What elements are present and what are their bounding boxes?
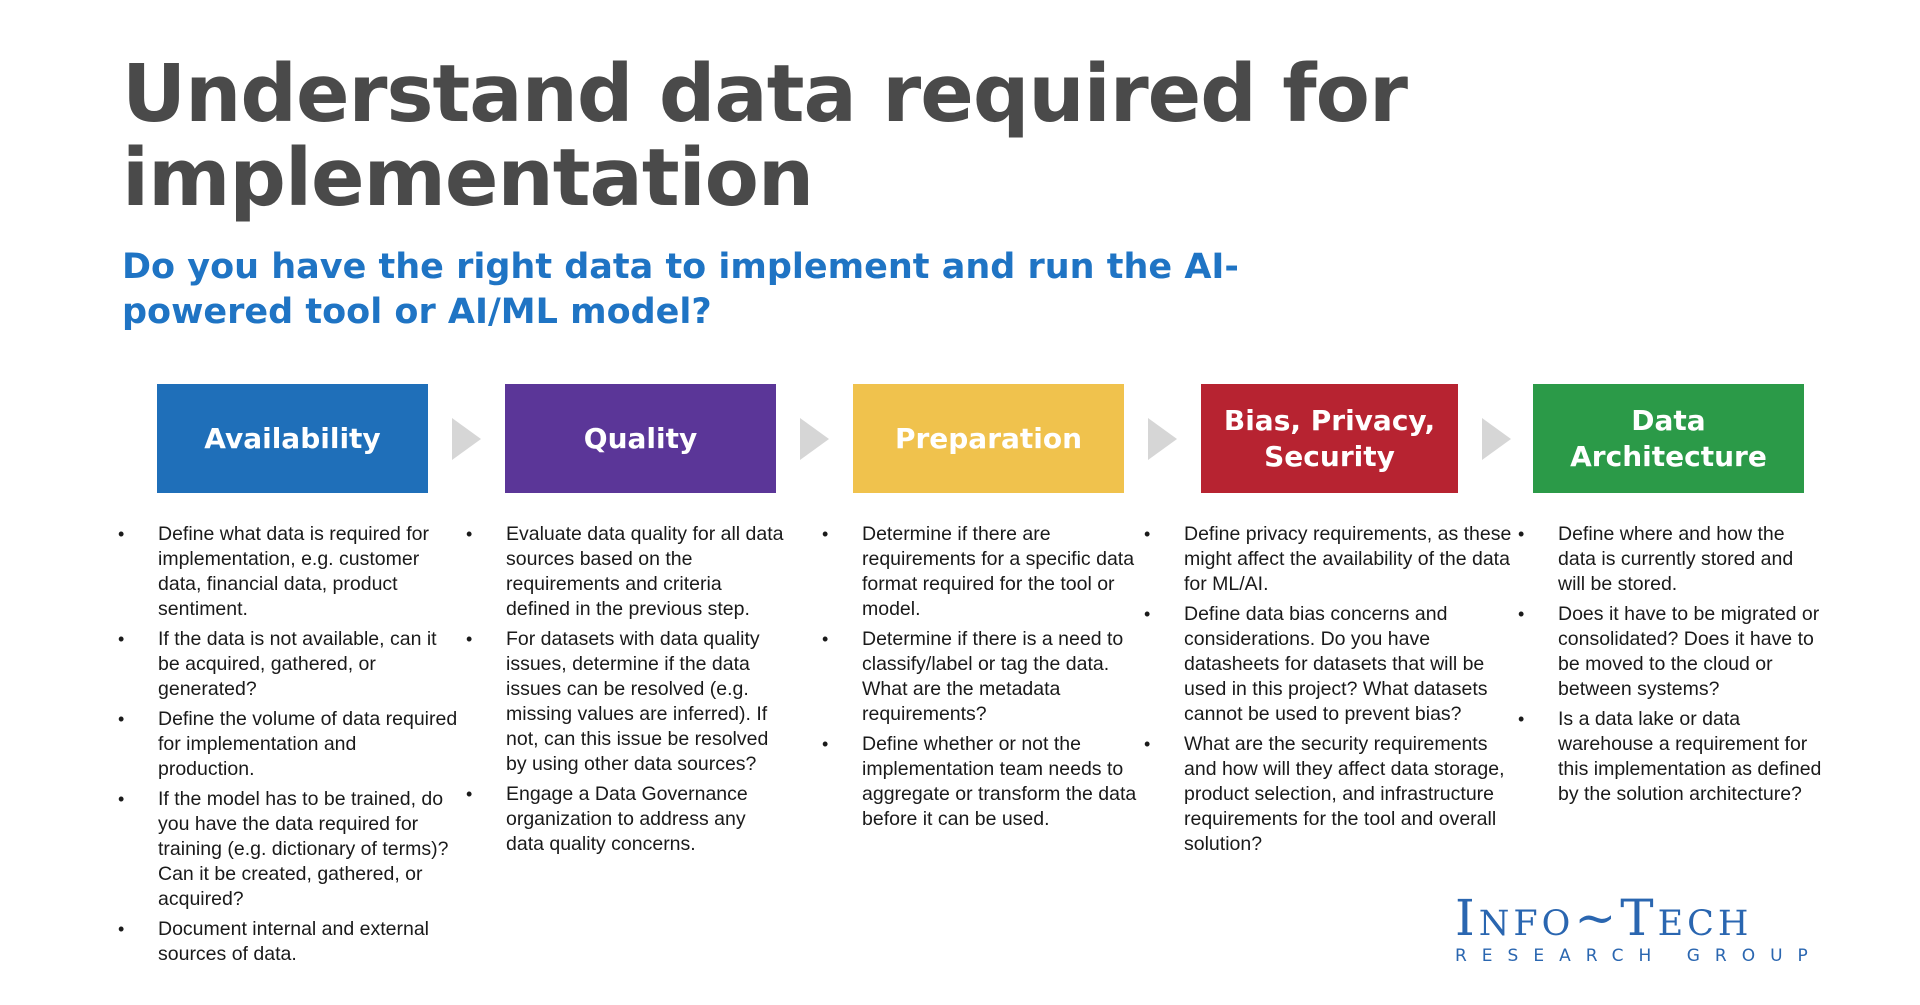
list-item: • Define where and how the data is currently stored and will be stored.	[1518, 522, 1823, 597]
list-item: • Evaluate data quality for all data sources based on the requirements and criteria defined in the previous step.	[466, 522, 786, 622]
step-preparation	[853, 384, 1124, 493]
list-item: • Define the volume of data required for implementation and production.	[118, 707, 458, 782]
step-data-architecture	[1533, 384, 1804, 493]
bullet-list-quality	[466, 522, 786, 862]
info-tech-logo	[1455, 890, 1825, 966]
step-label: Bias, Privacy, Security	[1223, 403, 1436, 473]
list-item: • If the data is not available, can it be acquired, gathered, or generated?	[118, 627, 458, 702]
step-availability	[157, 384, 428, 493]
step-label: Preparation	[894, 421, 1083, 455]
list-item: • For datasets with data quality issues, determine if the data issues can be resolved (e.g. missing values are inferred). If not, can this issue be resolved by using other data sources?	[466, 627, 786, 777]
bullet-list-bias-privacy-security	[1144, 522, 1514, 862]
step-quality	[505, 384, 776, 493]
logo-wordmark: Info~Tech	[1455, 889, 1753, 947]
list-item: • If the model has to be trained, do you have the data required for training (e.g. dictionary of terms)? Can it be created, gathered, or acquired?	[118, 787, 458, 912]
list-item: • Define privacy requirements, as these might affect the availability of the data for ML/AI.	[1144, 522, 1514, 597]
logo-tagline: RESEARCH GROUP	[1455, 946, 1823, 966]
list-item: • What are the security requirements and how will they affect data storage, product selection, and infrastructure requirements for the tool and overall solution?	[1144, 732, 1514, 857]
step-label: Data Architecture	[1570, 403, 1767, 473]
page-subtitle: Do you have the right data to implement and run the AI-powered tool or AI/ML model?	[122, 247, 1239, 332]
page-title: Understand data required for implementation	[122, 48, 1407, 224]
list-item: • Determine if there is a need to classify/label or tag the data. What are the metadata requirements?	[822, 627, 1142, 727]
chevron-right-icon	[1148, 418, 1177, 460]
list-item: • Engage a Data Governance organization to address any data quality concerns.	[466, 782, 786, 857]
chevron-right-icon	[800, 418, 829, 460]
list-item: • Document internal and external sources of data.	[118, 917, 458, 967]
list-item: • Determine if there are requirements for a specific data format required for the tool or model.	[822, 522, 1142, 622]
step-bias-privacy-security	[1201, 384, 1458, 493]
bullet-list-data-architecture	[1518, 522, 1823, 812]
list-item: • Does it have to be migrated or consolidated? Does it have to be moved to the cloud or between systems?	[1518, 602, 1823, 702]
list-item: • Define data bias concerns and considerations. Do you have datasheets for datasets that will be used in this project? What datasets cannot be used to prevent bias?	[1144, 602, 1514, 727]
list-item: • Is a data lake or data warehouse a requirement for this implementation as defined by the solution architecture?	[1518, 707, 1823, 807]
list-item: • Define what data is required for implementation, e.g. customer data, financial data, product sentiment.	[118, 522, 458, 622]
bullet-list-preparation	[822, 522, 1142, 837]
step-label: Quality	[583, 421, 698, 455]
list-item: • Define whether or not the implementation team needs to aggregate or transform the data before it can be used.	[822, 732, 1142, 832]
chevron-right-icon	[452, 418, 481, 460]
step-label: Availability	[204, 421, 381, 455]
chevron-right-icon	[1482, 418, 1511, 460]
bullet-list-availability	[118, 522, 458, 972]
